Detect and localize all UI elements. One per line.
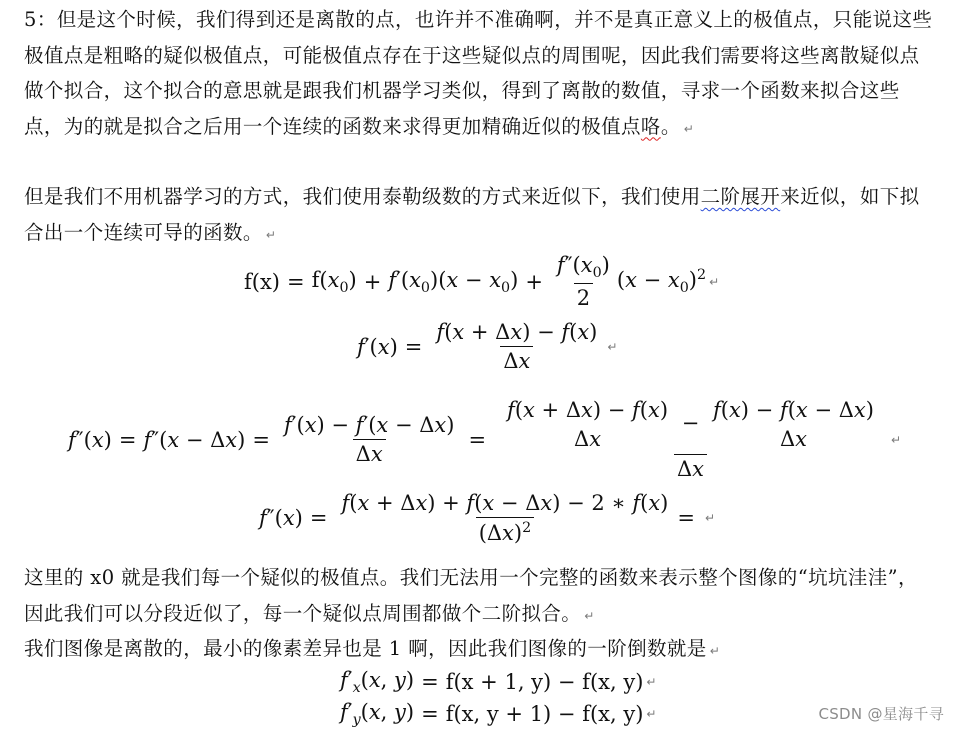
equation-partial-x: $f'_x(x$, y) = f(x + 1, y) − f(x, y) ↵ bbox=[340, 668, 657, 697]
paragraph-mark: ↵ bbox=[890, 432, 901, 447]
paragraph-3 bbox=[24, 560, 936, 634]
paragraph-2-text-a: 但是我们不用机器学习的方式，我们使用泰勒级数的方式来近似下，我们使用 bbox=[24, 185, 701, 208]
equation-second-derivative-expanded: f″(x) = f″(x − Δx) = $\frac{f'(x) - f'(x - \Delta x)}{\Delta x}$ = f(x + Δx) − f(x) Δx − f(x) − f(x − Δx) Δx Δx ↵ bbox=[68, 398, 901, 481]
paragraph-4 bbox=[24, 631, 936, 670]
paragraph-mark: ↵ bbox=[607, 339, 618, 354]
paragraph-1-end: 。 bbox=[660, 114, 681, 138]
paragraph-1-text: 5：但是这个时候，我们得到还是离散的点，也许并不准确啊，并不是真正意义上的极值点，只能说这些极值点是粗略的疑似极值点，可能极值点存在于这些疑似点的周围呢，因此我们需要将这些离散疑似点做个拟合，这个拟合的意思就是跟我们机器学习类似，得到了离散的数值，寻求一个函数来拟合这些点，为的就是拟合之后用一个连续的函数来求得更加精确近似的极值点 bbox=[24, 8, 933, 138]
equation-second-derivative-final: f″(x) = $\frac{f(x + \Delta x) + f(x - \Delta x) - 2 ∗ f(x)}{(\Delta x)^2}$ = ↵ bbox=[259, 491, 716, 545]
paragraph-1 bbox=[24, 2, 936, 147]
paragraph-mark: ↵ bbox=[646, 675, 657, 690]
paragraph-mark: ↵ bbox=[265, 227, 277, 242]
paragraph-3-text: 这里的 x0 就是我们每一个疑似的极值点。我们无法用一个完整的函数来表示整个图像的“坑坑洼洼”，因此我们可以分段近似了，每一个疑似点周围都做个二阶拟合。 bbox=[24, 566, 918, 625]
equation-first-derivative: f′(x) = $\frac{f(x + \Delta x) - f(x)}{\Delta x}$ ↵ bbox=[357, 320, 618, 373]
paragraph-mark: ↵ bbox=[683, 121, 695, 136]
paragraph-mark: ↵ bbox=[709, 644, 721, 658]
paragraph-mark: ↵ bbox=[709, 274, 720, 289]
paragraph-2-text-b: 来近似，如下拟合出一个连续可导的函数。 bbox=[24, 185, 920, 244]
paragraph-4-text: 我们图像是离散的，最小的像素差异也是 1 啊，因此我们图像的一阶倒数就是 bbox=[24, 637, 707, 660]
paragraph-mark: ↵ bbox=[584, 608, 595, 623]
grammar-phrase: 二阶展开 bbox=[700, 185, 781, 208]
equation-partial-y: $f'_y(x$, y) = f(x, y + 1) − f(x, y) ↵ bbox=[340, 700, 657, 729]
paragraph-mark: ↵ bbox=[704, 511, 716, 525]
equation-taylor-expansion: f(x) = $f(x_0)$ + $f'(x_0)(x - x_0)$ + $\frac{f''(x_0)}{2}$ $(x - x_0)^2$ ↵ bbox=[244, 253, 720, 311]
spellcheck-word: 咯 bbox=[640, 114, 661, 138]
paragraph-2 bbox=[24, 179, 936, 253]
paragraph-mark: ↵ bbox=[646, 707, 657, 722]
csdn-watermark: CSDN @星海千寻 bbox=[818, 705, 944, 723]
